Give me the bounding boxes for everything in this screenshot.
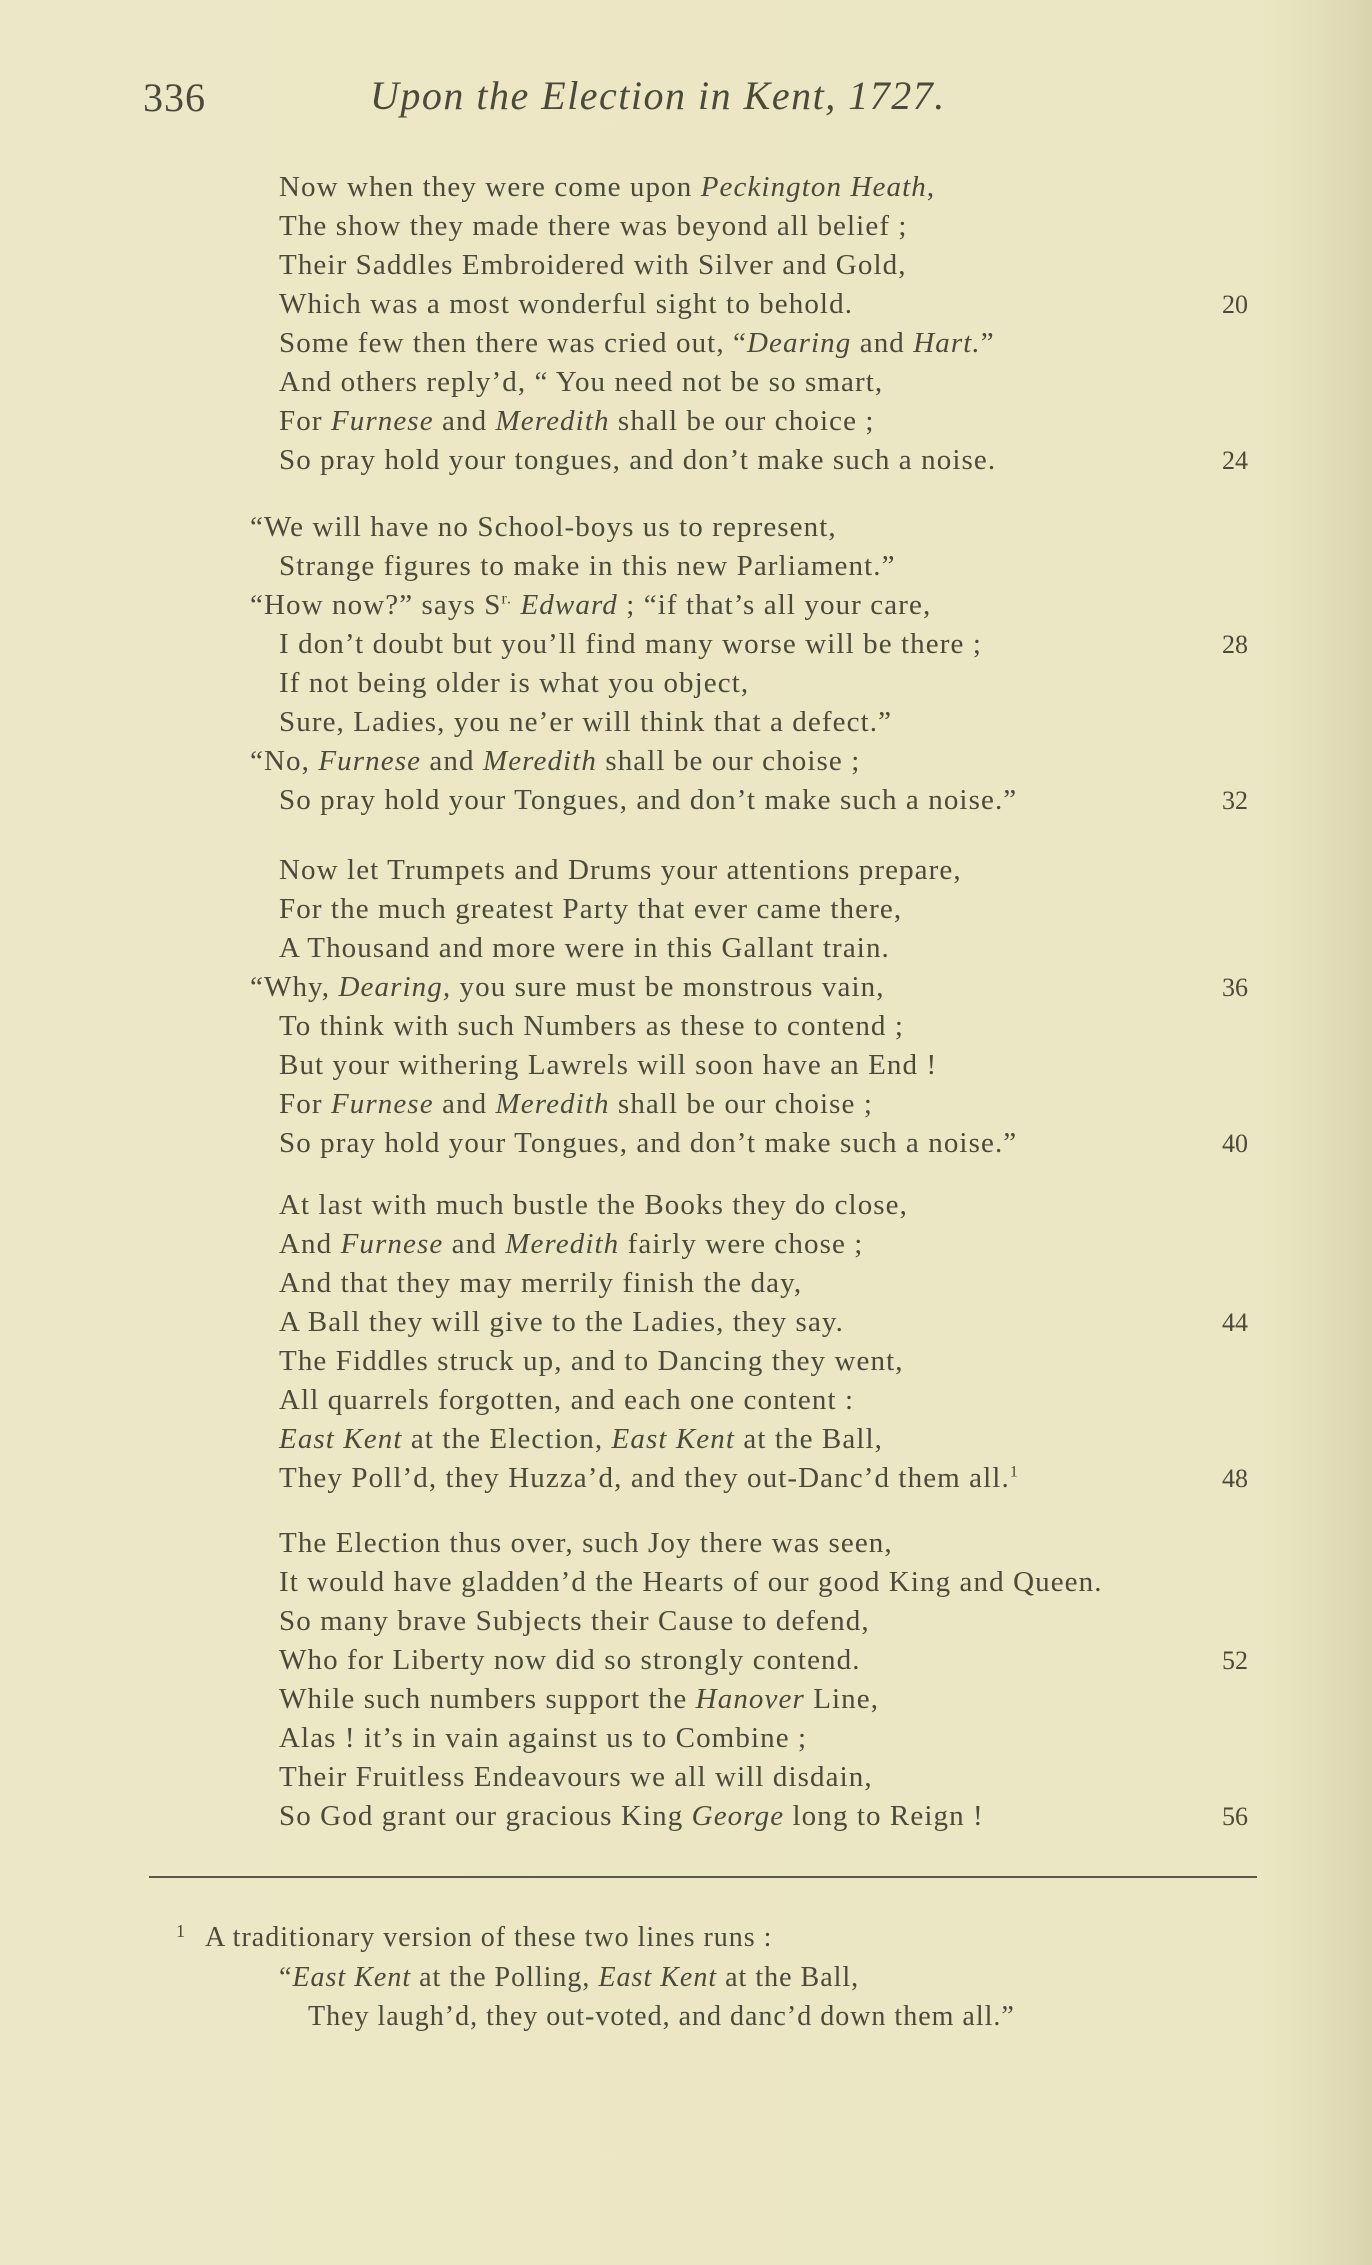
text-segment: Alas ! it’s in vain against us to Combine ;: [279, 1722, 808, 1754]
verse-line: [0, 168, 1372, 207]
text-segment: at the Election,: [402, 1423, 612, 1455]
text-segment: While such numbers support the: [279, 1683, 696, 1715]
italic-text: East Kent: [279, 1423, 403, 1455]
verse-text: [279, 890, 902, 929]
verse-text: [279, 207, 908, 246]
italic-text: Meredith: [482, 745, 597, 777]
text-segment: Now when they were come upon: [279, 171, 701, 203]
text-segment: The show they made there was beyond all belief ;: [279, 210, 908, 242]
stanza: [0, 508, 1372, 820]
footnote-verse-line: [308, 1997, 1015, 2036]
verse-text: [279, 1641, 861, 1680]
italic-text: East Kent: [292, 1962, 412, 1993]
verse-text: [279, 664, 749, 703]
verse-text: [279, 703, 892, 742]
text-segment: Some few then there was cried out, “: [279, 327, 748, 359]
text-segment: For: [279, 405, 331, 437]
line-number: 24: [1222, 446, 1248, 475]
verse-line: [0, 324, 1372, 363]
text-segment: ,: [926, 171, 936, 203]
text-segment: and: [433, 1088, 496, 1120]
verse-line: [0, 1007, 1372, 1046]
text-segment: And that they may merrily finish the day,: [279, 1267, 803, 1299]
verse-line: [0, 1264, 1372, 1303]
italic-text: Furnese: [330, 1088, 434, 1120]
verse-text: [279, 1758, 873, 1797]
verse-line: [0, 1680, 1372, 1719]
italic-text: Furnese: [318, 745, 422, 777]
text-segment: and: [433, 405, 496, 437]
verse-text: [279, 285, 853, 324]
verse-text: [279, 851, 962, 890]
line-number: 28: [1222, 630, 1248, 659]
verse-line: [0, 1524, 1372, 1563]
verse-text: [279, 168, 935, 207]
text-segment: and: [421, 745, 483, 777]
line-number: 32: [1222, 786, 1248, 815]
italic-text: Peckington Heath: [700, 171, 927, 203]
superscript-text: 1: [1009, 1463, 1019, 1481]
footnote-divider: [149, 1876, 1257, 1878]
text-segment: They laugh’d, they out-voted, and danc’d down them all.”: [308, 2001, 1015, 2032]
text-segment: If not being older is what you object,: [279, 667, 750, 699]
italic-text: Furnese: [330, 405, 434, 437]
text-segment: and: [851, 327, 914, 359]
italic-text: Furnese: [340, 1228, 444, 1260]
verse-line: [0, 1186, 1372, 1225]
text-segment: A Thousand and more were in this Gallant train.: [279, 932, 890, 964]
text-segment: at the Polling,: [411, 1962, 599, 1993]
stanza: [0, 851, 1372, 1163]
stanza: [0, 1186, 1372, 1498]
verse-line: [0, 625, 1372, 664]
line-number: 20: [1222, 290, 1248, 319]
verse-text: [250, 508, 837, 547]
verse-text: [279, 1719, 807, 1758]
verse-line: [0, 586, 1372, 625]
line-number: 36: [1222, 973, 1248, 1002]
text-segment: at the Ball,: [735, 1423, 884, 1455]
text-segment: ”: [980, 327, 995, 359]
verse-line: [0, 285, 1372, 324]
text-segment: All quarrels forgotten, and each one content :: [279, 1384, 855, 1416]
text-segment: shall be our choice ;: [609, 405, 875, 437]
italic-text: Dearing: [747, 327, 852, 359]
text-segment: The Fiddles struck up, and to Dancing they went,: [279, 1345, 904, 1377]
text-segment: They Poll’d, they Huzza’d, and they out-Danc’d them all.: [279, 1462, 1010, 1494]
italic-text: George: [691, 1800, 785, 1832]
line-number: 44: [1222, 1308, 1248, 1337]
italic-text: Meredith: [495, 1088, 610, 1120]
text-segment: At last with much bustle the Books they do close,: [279, 1189, 909, 1221]
verse-text: [279, 625, 982, 664]
text-segment: For the much greatest Party that ever came there,: [279, 893, 903, 925]
verse-text: [279, 1459, 1019, 1498]
text-segment: you sure must be monstrous vain,: [451, 971, 885, 1003]
italic-text: Hanover: [695, 1683, 805, 1715]
page-number: 336: [143, 75, 206, 120]
text-segment: “We will have no School-boys us to represent,: [250, 511, 837, 543]
text-segment: Line,: [804, 1683, 880, 1715]
verse-text: [279, 1381, 854, 1420]
text-segment: fairly were chose ;: [619, 1228, 864, 1260]
verse-line: [0, 508, 1372, 547]
verse-text: [279, 324, 995, 363]
verse-text: [279, 781, 1017, 820]
verse-line: [0, 441, 1372, 480]
text-segment: ; “if that’s all your care,: [617, 589, 932, 621]
stanza: [0, 1524, 1372, 1836]
verse-text: [279, 1342, 904, 1381]
line-number: 52: [1222, 1646, 1248, 1675]
verse-text: [279, 1797, 984, 1836]
superscript-text: r.: [501, 590, 513, 608]
italic-text: East Kent: [611, 1423, 736, 1455]
footnote-marker: 1: [176, 1921, 186, 1941]
text-segment: Now let Trumpets and Drums your attentions prepare,: [279, 854, 962, 886]
verse-line: [0, 1797, 1372, 1836]
text-segment: Their Fruitless Endeavours we all will disdain,: [279, 1761, 873, 1793]
verse-text: [279, 547, 896, 586]
verse-text: [279, 1046, 937, 1085]
text-segment: Their Saddles Embroidered with Silver and Gold,: [279, 249, 907, 281]
running-title: Upon the Election in Kent, 1727.: [370, 73, 946, 118]
verse-text: [279, 1264, 802, 1303]
text-segment: I don’t doubt but you’ll find many worse will be there ;: [279, 628, 982, 660]
text-segment: So pray hold your Tongues, and don’t make such a noise.”: [279, 784, 1018, 816]
verse-line: [0, 1459, 1372, 1498]
text-segment: It would have gladden’d the Hearts of our good King and Queen.: [279, 1566, 1103, 1598]
footnote-verse-line: [279, 1958, 859, 1997]
verse-text: [279, 1420, 883, 1459]
verse-text: [279, 1303, 844, 1342]
verse-line: [0, 703, 1372, 742]
verse-line: [0, 1602, 1372, 1641]
verse-line: [0, 207, 1372, 246]
line-number: 48: [1222, 1464, 1248, 1493]
verse-line: [0, 851, 1372, 890]
verse-text: [250, 742, 860, 781]
verse-line: [0, 1085, 1372, 1124]
verse-text: [279, 1680, 879, 1719]
text-segment: “How now?” says S: [250, 589, 502, 621]
text-segment: shall be our choise ;: [609, 1088, 873, 1120]
text-segment: To think with such Numbers as these to contend ;: [279, 1010, 905, 1042]
italic-text: East Kent: [598, 1962, 718, 1993]
verse-text: [279, 1225, 863, 1264]
verse-text: [279, 246, 907, 285]
verse-line: [0, 664, 1372, 703]
text-segment: Who for Liberty now did so strongly contend.: [279, 1644, 861, 1676]
verse-text: [279, 929, 890, 968]
text-segment: shall be our choise ;: [596, 745, 861, 777]
text-segment: And: [279, 1228, 341, 1260]
verse-line: [0, 742, 1372, 781]
verse-line: [0, 1342, 1372, 1381]
verse-text: [279, 1124, 1017, 1163]
verse-text: [279, 441, 996, 480]
verse-line: [0, 1124, 1372, 1163]
verse-line: [0, 1719, 1372, 1758]
text-segment: at the Ball,: [717, 1962, 860, 1993]
verse-text: [279, 363, 883, 402]
text-segment: and: [443, 1228, 506, 1260]
text-segment: A Ball they will give to the Ladies, they say.: [279, 1306, 844, 1338]
text-segment: Which was a most wonderful sight to behold.: [279, 288, 854, 320]
verse-line: [0, 781, 1372, 820]
verse-text: [279, 402, 875, 441]
verse-line: [0, 547, 1372, 586]
verse-line: [0, 1381, 1372, 1420]
text-segment: The Election thus over, such Joy there was seen,: [279, 1527, 893, 1559]
text-segment: And others reply’d, “ You need not be so smart,: [279, 366, 884, 398]
verse-line: [0, 402, 1372, 441]
verse-line: [0, 1563, 1372, 1602]
text-segment: So many brave Subjects their Cause to defend,: [279, 1605, 870, 1637]
text-segment: Strange figures to make in this new Parliament.”: [279, 550, 896, 582]
verse-line: [0, 890, 1372, 929]
verse-line: [0, 1641, 1372, 1680]
text-segment: “Why,: [250, 971, 339, 1003]
line-number: 40: [1222, 1129, 1248, 1158]
text-segment: Sure, Ladies, you ne’er will think that a defect.”: [279, 706, 893, 738]
verse-text: [279, 1563, 1103, 1602]
verse-text: [279, 1085, 873, 1124]
verse-text: [250, 968, 885, 1007]
verse-line: [0, 1225, 1372, 1264]
footnote-intro: A traditionary version of these two lines runs :: [205, 1922, 773, 1953]
verse-text: [279, 1007, 904, 1046]
italic-text: Dearing,: [338, 971, 452, 1003]
verse-text: [279, 1186, 908, 1225]
text-segment: long to Reign !: [784, 1800, 984, 1832]
verse-line: [0, 968, 1372, 1007]
verse-text: [250, 586, 931, 625]
italic-text: Hart.: [913, 327, 981, 359]
verse-line: [0, 1758, 1372, 1797]
verse-text: [279, 1524, 893, 1563]
text-segment: For: [279, 1088, 331, 1120]
verse-line: [0, 929, 1372, 968]
text-segment: “: [279, 1962, 293, 1993]
text-segment: So God grant our gracious King: [279, 1800, 692, 1832]
italic-text: Meredith: [505, 1228, 620, 1260]
verse-line: [0, 1420, 1372, 1459]
text-segment: “No,: [250, 745, 319, 777]
verse-text: [279, 1602, 870, 1641]
verse-line: [0, 1303, 1372, 1342]
italic-text: Edward: [520, 589, 618, 621]
text-segment: So pray hold your tongues, and don’t make such a noise.: [279, 444, 997, 476]
verse-line: [0, 1046, 1372, 1085]
text-segment: So pray hold your Tongues, and don’t make such a noise.”: [279, 1127, 1018, 1159]
verse-line: [0, 363, 1372, 402]
stanza: [0, 168, 1372, 480]
italic-text: Meredith: [495, 405, 610, 437]
text-segment: But your withering Lawrels will soon have an End !: [279, 1049, 938, 1081]
verse-line: [0, 246, 1372, 285]
line-number: 56: [1222, 1802, 1248, 1831]
